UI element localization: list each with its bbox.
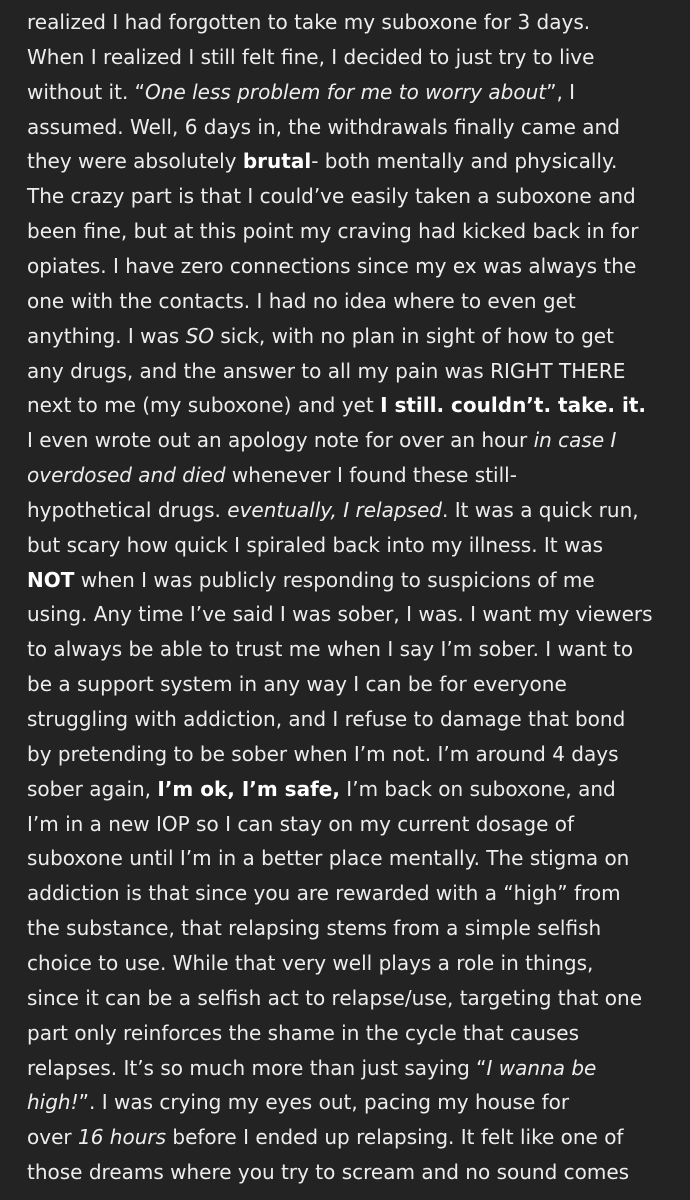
text-run: . It was a quick run, bbox=[441, 497, 639, 522]
text-run: over bbox=[27, 1125, 78, 1150]
text-run: relapses. It’s so much more than just saying “ bbox=[27, 1055, 487, 1080]
text-line bbox=[27, 1152, 629, 1192]
text-run: to always be able to trust me when I say I’m sober. I want to bbox=[27, 637, 634, 662]
text-run: when I was publicly responding to suspicions of me bbox=[74, 567, 595, 592]
text-run: since it can be a selfish act to relapse/use, targeting that one bbox=[27, 985, 642, 1010]
text-run: whenever I found these still- bbox=[225, 463, 517, 488]
bold-text: I’m ok, I’m safe, bbox=[157, 776, 340, 801]
text-run: - both mentally and physically. bbox=[311, 149, 618, 174]
text-run: anything. I was bbox=[27, 323, 186, 348]
text-run: one with the contacts. I had no idea where to even get bbox=[27, 288, 576, 313]
text-run: been fine, but at this point my craving had kicked back in for bbox=[27, 219, 639, 244]
text-run: hypothetical drugs. bbox=[27, 497, 228, 522]
text-run: by pretending to be sober when I’m not. I’m around 4 days bbox=[27, 741, 619, 766]
text-run: sick, with no plan in sight of how to get bbox=[214, 323, 614, 348]
text-run: assumed. Well, 6 days in, the withdrawals finally came and bbox=[27, 114, 620, 139]
text-run: opiates. I have zero connections since my ex was always the bbox=[27, 253, 637, 278]
text-run: those dreams where you try to scream and no sound comes bbox=[27, 1160, 630, 1185]
text-run: I even wrote out an apology note for over an hour bbox=[27, 428, 534, 453]
text-run: addiction is that since you are rewarded with a “high” from bbox=[27, 881, 621, 906]
text-run: When I realized I still felt fine, I decided to just try to live bbox=[27, 44, 595, 69]
text-run: without it. “ bbox=[27, 79, 146, 104]
text-run: be a support system in any way I can be for everyone bbox=[27, 672, 567, 697]
text-run: realized I had forgotten to take my suboxone for 3 days. bbox=[27, 10, 591, 34]
italic-text: in case I bbox=[533, 428, 617, 453]
text-run: I’m back on suboxone, and bbox=[339, 776, 616, 801]
italic-text: One less problem for me to worry about bbox=[145, 79, 547, 104]
italic-text: 16 hours bbox=[77, 1125, 167, 1150]
text-run: I’m in a new IOP so I can stay on my current dosage of bbox=[27, 811, 575, 836]
text-run: ”, I bbox=[546, 79, 576, 104]
italic-text: eventually, I relapsed bbox=[227, 497, 442, 522]
text-run: The crazy part is that I could’ve easily taken a suboxone and bbox=[27, 184, 636, 209]
text-run: next to me (my suboxone) and yet bbox=[27, 393, 381, 418]
text-run: sober again, bbox=[27, 776, 158, 801]
italic-text: SO bbox=[185, 323, 215, 348]
text-run: any drugs, and the answer to all my pain was RIGHT THERE bbox=[27, 358, 626, 383]
text-run: the substance, that relapsing stems from a simple selfish bbox=[27, 916, 602, 941]
bold-text: brutal bbox=[242, 149, 312, 174]
bold-text: NOT bbox=[27, 567, 75, 592]
text-run: they were absolutely bbox=[27, 149, 243, 174]
text-run: suboxone until I’m in a better place mentally. The stigma on bbox=[27, 846, 630, 871]
italic-text: I wanna be bbox=[486, 1055, 597, 1080]
italic-text: overdosed and died bbox=[27, 463, 226, 488]
text-run: part only reinforces the shame in the cycle that causes bbox=[27, 1020, 580, 1045]
text-run: struggling with addiction, and I refuse to damage that bond bbox=[27, 707, 626, 731]
text-run: choice to use. While that very well plays a role in things, bbox=[27, 950, 594, 975]
text-run: but scary how quick I spiraled back into my illness. It was bbox=[27, 532, 604, 557]
bold-text: I still. couldn’t. take. it. bbox=[380, 393, 646, 418]
text-run: using. Any time I’ve said I was sober, I was. I want my viewers bbox=[27, 602, 653, 627]
text-run: before I ended up relapsing. It felt like one of bbox=[166, 1125, 624, 1150]
italic-text: high! bbox=[27, 1090, 79, 1115]
text-run: ”. I was crying my eyes out, pacing my house for bbox=[78, 1090, 570, 1115]
